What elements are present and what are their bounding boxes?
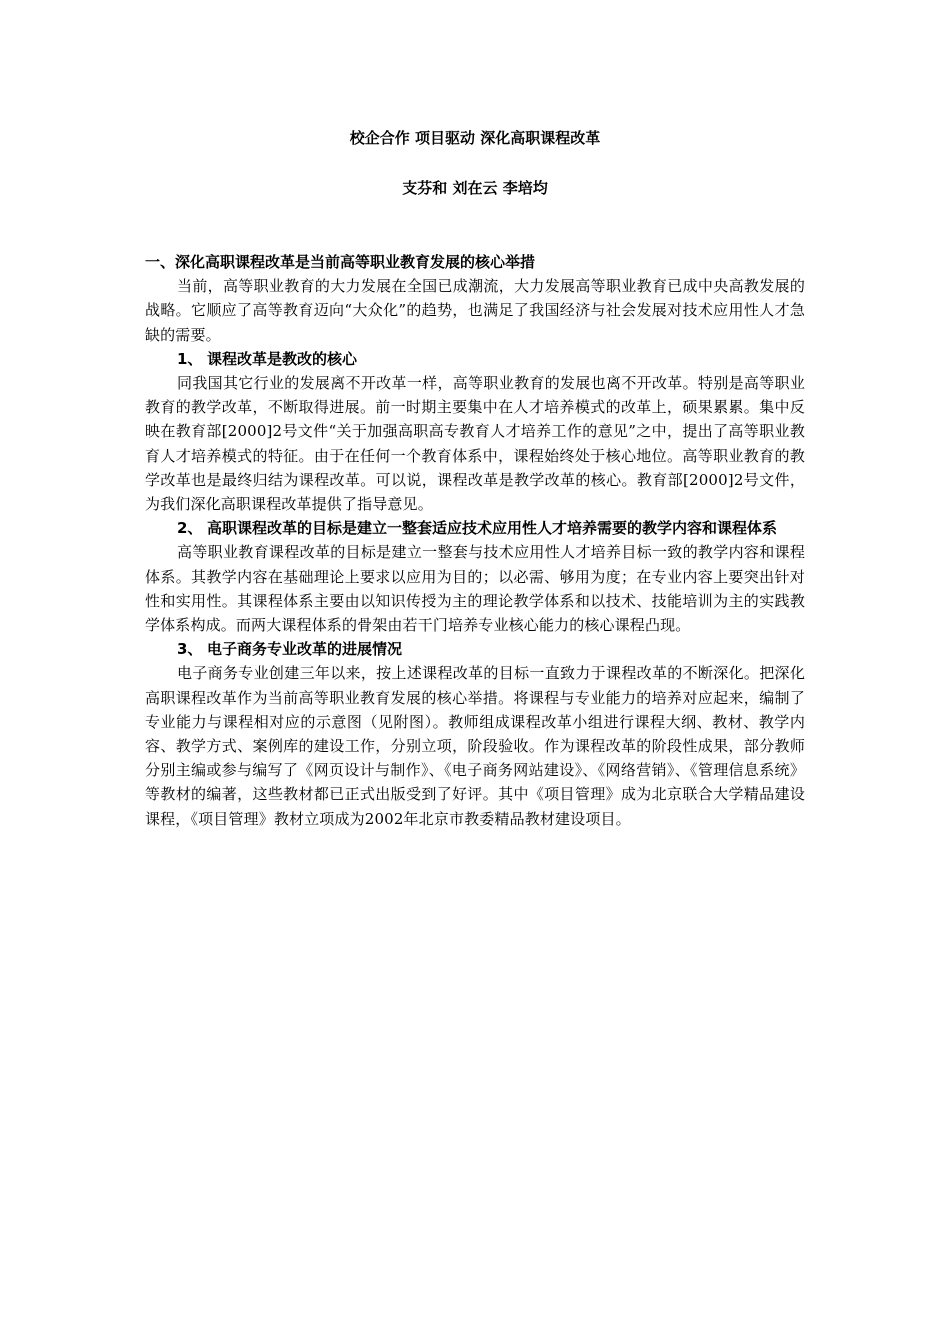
- subsection-paragraph-1: 同我国其它行业的发展离不开改革一样，高等职业教育的发展也离不开改革。特别是高等职业教育的教学改革，不断取得进展。前一时期主要集中在人才培养模式的改革上，硕果累累。集中反映在教育部[2000]2号文件“关于加强高职高专教育人才培养工作的意见”之中，提出了高等职业教育人才培养模式的特征。由于在任何一个教育体系中，课程始终处于核心地位。高等职业教育的教学改革也是最终归结为课程改革。可以说，课程改革是教学改革的核心。教育部[2000]2号文件，为我们深化高职课程改革提供了指导意见。: [145, 374, 805, 514]
- subsection-paragraph-3: 电子商务专业创建三年以来，按上述课程改革的目标一直致力于课程改革的不断深化。把深化高职课程改革作为当前高等职业教育发展的核心举措。将课程与专业能力的培养对应起来，编制了专业能力与课程相对应的示意图（见附图）。教师组成课程改革小组进行课程大纲、教材、教学内容、教学方式、案例库的建设工作，分别立项，阶段验收。作为课程改革的阶段性成果，部分教师分别主编或参与编写了《网页设计与制作》、《电子商务网站建设》、《网络营销》、《管理信息系统》等教材的编著，这些教材都已正式出版受到了好评。其中《项目管理》成为北京联合大学精品建设课程，《项目管理》教材立项成为2002年北京市教委精品教材建设项目。: [145, 664, 805, 828]
- subsection-number: 3、: [177, 640, 203, 659]
- document-body: [145, 250, 805, 831]
- section-heading: 一、深化高职课程改革是当前高等职业教育发展的核心举措: [145, 253, 536, 271]
- subsection-title: 电子商务专业改革的进展情况: [207, 640, 403, 659]
- subsection-paragraph-2: 高等职业教育课程改革的目标是建立一整套与技术应用性人才培养目标一致的教学内容和课程体系。其教学内容在基础理论上要求以应用为目的；以必需、够用为度；在专业内容上要突出针对性和实用性。其课程体系主要由以知识传授为主的理论教学体系和以技术、技能培训为主的实践教学体系构成。而两大课程体系的骨架由若干门培养专业核心能力的核心课程凸现。: [145, 543, 805, 635]
- subsection-number: 2、: [177, 519, 203, 538]
- subsection-heading-3: [145, 637, 805, 661]
- document-authors: 支芬和 刘在云 李培均: [402, 179, 548, 197]
- subsection-title: 高职课程改革的目标是建立一整套适应技术应用性人才培养需要的教学内容和课程体系: [207, 519, 778, 538]
- subsection-number: 1、: [177, 349, 203, 368]
- section-intro-paragraph: 当前，高等职业教育的大力发展在全国已成潮流，大力发展高等职业教育已成中央高教发展的战略。它顺应了高等教育迈向“大众化”的趋势，也满足了我国经济与社会发展对技术应用性人才急缺的需要。: [145, 277, 805, 344]
- subsection-title: 课程改革是教改的核心: [207, 349, 358, 368]
- document-title: 校企合作 项目驱动 深化高职课程改革: [349, 129, 601, 147]
- subsection-heading-1: [145, 347, 805, 371]
- subsection-heading-2: [145, 516, 805, 540]
